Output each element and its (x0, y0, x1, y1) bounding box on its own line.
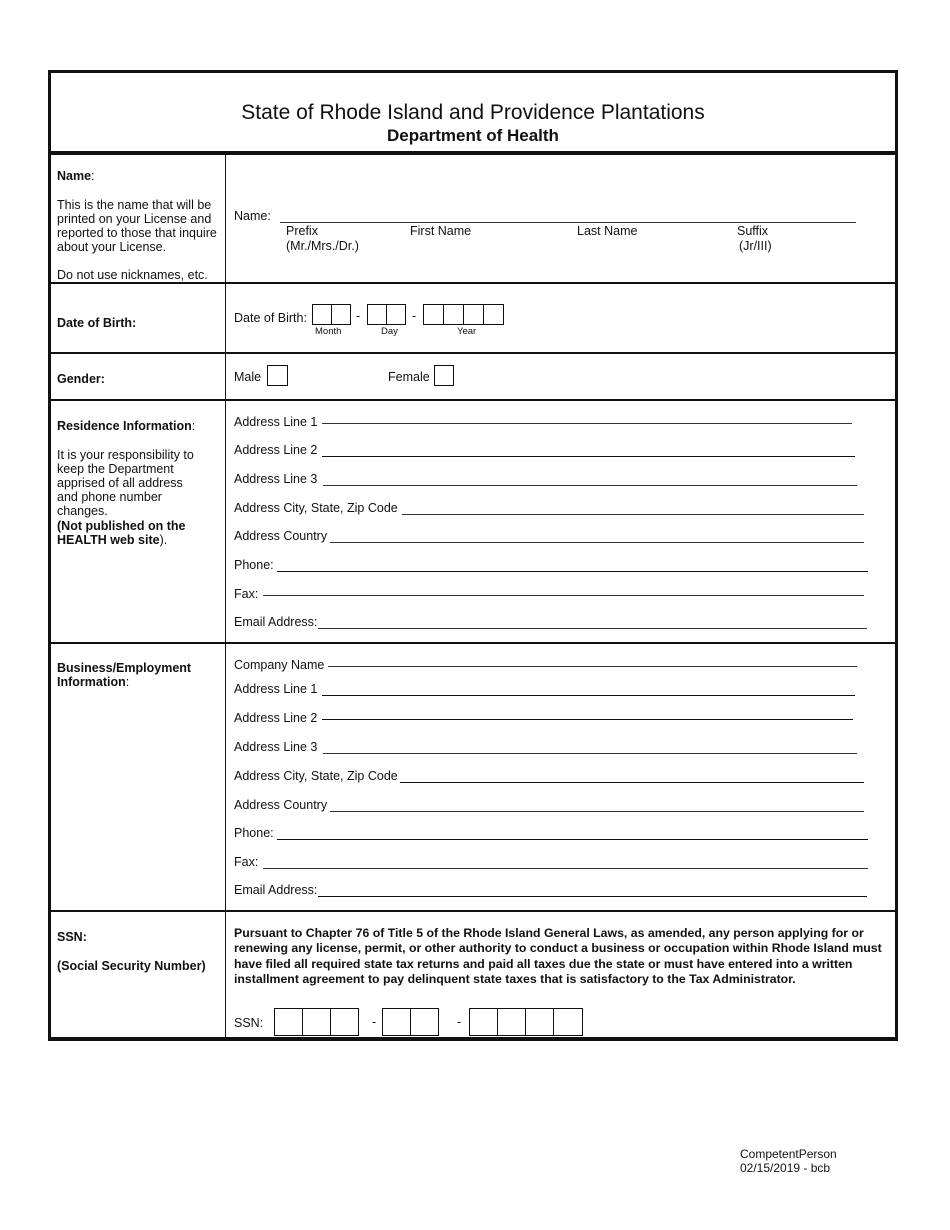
dob-label-cell (51, 284, 226, 352)
ssn-digit-6[interactable] (469, 1008, 498, 1036)
first-name-label: First Name (410, 224, 472, 238)
residence-note: (Not published on the HEALTH web site). (57, 519, 186, 547)
name-description: This is the name that will be printed on your License and reported to those that inquire about your License. (57, 198, 217, 254)
dob-year-digit-2[interactable] (443, 304, 464, 325)
biz-country-label: Address Country (234, 798, 328, 812)
ssn-heading: SSN: (57, 930, 87, 944)
ssn-digit-1[interactable] (274, 1008, 303, 1036)
name-heading: Name: (57, 169, 95, 183)
month-caption: Month (315, 326, 342, 337)
dob-year-digit-1[interactable] (423, 304, 444, 325)
dob-day-digit-2[interactable] (386, 304, 406, 325)
biz-country-input[interactable] (330, 811, 864, 812)
business-row (51, 644, 895, 912)
ssn-field-cell (226, 912, 895, 1041)
dob-heading: Date of Birth: (57, 316, 137, 330)
dob-field-label: Date of Birth: (234, 311, 307, 325)
prefix-label: Prefix (286, 224, 318, 238)
dob-month-digit-1[interactable] (312, 304, 332, 325)
biz-address-line-3-input[interactable] (323, 753, 857, 754)
form-header (51, 73, 895, 155)
biz-fax-label: Fax: (234, 855, 259, 869)
state-title: State of Rhode Island and Providence Plantations (241, 101, 705, 124)
res-address-line-3-label: Address Line 3 (234, 472, 318, 486)
res-city-state-zip-input[interactable] (402, 514, 864, 515)
dob-day-digit-1[interactable] (367, 304, 387, 325)
dob-separator-2: - (412, 309, 417, 323)
biz-address-line-1-label: Address Line 1 (234, 682, 318, 696)
gender-row (51, 354, 895, 401)
dob-year-digit-4[interactable] (483, 304, 504, 325)
name-note: Do not use nicknames, etc. (57, 268, 208, 282)
business-heading: Business/Employment Information: (57, 661, 192, 689)
ssn-legal-text: Pursuant to Chapter 76 of Title 5 of the Rhode Island General Laws, as amended, any person applying for or renewing any license, permit, or other authority to conduct a business or occupation within Rhode Island must have filed all required state tax returns and paid all taxes due the state or must have entered into a written installment agreement to pay delinquent state taxes that is satisfactory to the Tax Administrator. (234, 926, 882, 986)
residence-description: It is your responsibility to keep the Department apprised of all address and phone number changes. (57, 448, 194, 518)
res-address-line-1-input[interactable] (322, 423, 852, 424)
residence-fields-cell (226, 401, 895, 642)
ssn-separator-2: - (457, 1015, 462, 1029)
dob-year-digit-3[interactable] (463, 304, 484, 325)
biz-company-name-input[interactable] (328, 666, 857, 667)
res-address-line-2-input[interactable] (322, 456, 855, 457)
biz-company-name-label: Company Name (234, 658, 325, 672)
ssn-digit-5[interactable] (410, 1008, 439, 1036)
dob-month-digit-2[interactable] (331, 304, 351, 325)
biz-address-line-1-input[interactable] (322, 695, 855, 696)
ssn-digit-4[interactable] (382, 1008, 411, 1036)
suffix-label: Suffix (737, 224, 769, 238)
gender-field-cell (226, 354, 895, 399)
name-field-label: Name: (234, 209, 271, 223)
res-address-line-3-input[interactable] (323, 485, 857, 486)
biz-fax-input[interactable] (263, 868, 868, 869)
suffix-hint: (Jr/III) (739, 239, 772, 253)
ssn-digit-2[interactable] (302, 1008, 331, 1036)
name-description-cell (51, 151, 226, 282)
ssn-digit-8[interactable] (525, 1008, 554, 1036)
biz-city-state-zip-input[interactable] (400, 782, 864, 783)
biz-email-input[interactable] (318, 896, 867, 897)
ssn-row (51, 912, 895, 1041)
dob-row (51, 284, 895, 354)
ssn-digit-3[interactable] (330, 1008, 359, 1036)
prefix-hint: (Mr./Mrs./Dr.) (286, 239, 359, 253)
form-code: CompetentPerson (740, 1147, 837, 1161)
form-revision: 02/15/2019 - bcb (740, 1161, 831, 1175)
biz-address-line-2-label: Address Line 2 (234, 711, 318, 725)
res-fax-label: Fax: (234, 587, 259, 601)
gender-label-cell (51, 354, 226, 399)
residence-heading: Residence Information: (57, 419, 196, 433)
res-fax-input[interactable] (263, 595, 864, 596)
business-description-cell (51, 644, 226, 910)
ssn-field-label: SSN: (234, 1016, 264, 1030)
res-city-state-zip-label: Address City, State, Zip Code (234, 501, 398, 515)
day-caption: Day (381, 326, 398, 337)
gender-heading: Gender: (57, 372, 105, 386)
male-checkbox[interactable] (267, 365, 288, 386)
biz-phone-label: Phone: (234, 826, 274, 840)
female-checkbox[interactable] (434, 365, 454, 386)
ssn-subheading: (Social Security Number) (57, 959, 206, 973)
biz-email-label: Email Address: (234, 883, 318, 897)
biz-address-line-3-label: Address Line 3 (234, 740, 318, 754)
year-caption: Year (457, 326, 477, 337)
res-phone-input[interactable] (277, 571, 868, 572)
dob-field-cell (226, 284, 895, 352)
res-phone-label: Phone: (234, 558, 274, 572)
business-fields-cell (226, 644, 895, 910)
residence-row (51, 401, 895, 644)
last-name-label: Last Name (577, 224, 638, 238)
residence-description-cell (51, 401, 226, 642)
name-row (51, 151, 895, 284)
biz-phone-input[interactable] (277, 839, 868, 840)
male-label: Male (234, 370, 262, 384)
name-input-line[interactable] (280, 222, 856, 223)
ssn-digit-7[interactable] (497, 1008, 526, 1036)
res-address-line-1-label: Address Line 1 (234, 415, 318, 429)
res-email-input[interactable] (318, 628, 867, 629)
ssn-separator-1: - (372, 1015, 377, 1029)
form-footer (740, 1147, 837, 1175)
ssn-digit-9[interactable] (553, 1008, 583, 1036)
res-country-label: Address Country (234, 529, 328, 543)
license-form (48, 70, 898, 1041)
res-address-line-2-label: Address Line 2 (234, 443, 318, 457)
female-label: Female (388, 370, 430, 384)
res-email-label: Email Address: (234, 615, 318, 629)
res-country-input[interactable] (330, 542, 864, 543)
ssn-label-cell (51, 912, 226, 1041)
biz-address-line-2-input[interactable] (322, 719, 853, 720)
biz-city-state-zip-label: Address City, State, Zip Code (234, 769, 398, 783)
department-title: Department of Health (387, 126, 559, 145)
name-field-cell (226, 151, 895, 282)
dob-separator-1: - (356, 309, 361, 323)
